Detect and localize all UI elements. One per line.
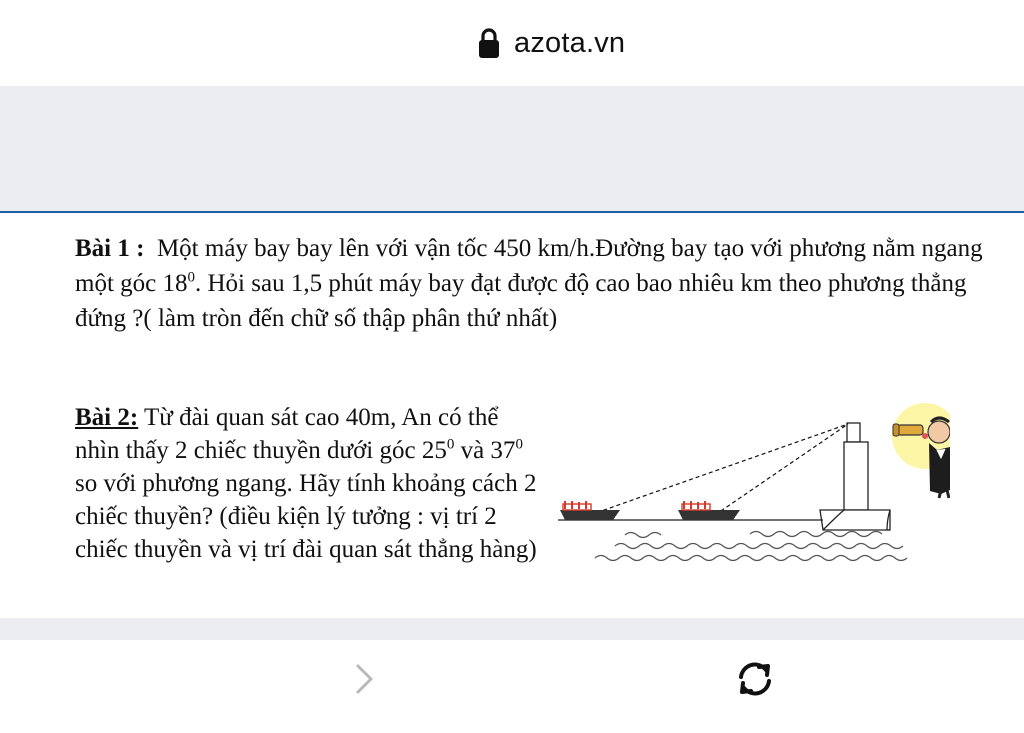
lock-icon — [478, 27, 500, 59]
problem-2-sup-a: 0 — [446, 436, 455, 453]
chevron-right-icon — [346, 660, 382, 698]
url-text: azota.vn — [514, 26, 626, 59]
lighthouse-illustration — [555, 398, 950, 613]
forward-button[interactable] — [346, 660, 382, 698]
boat-near — [678, 501, 740, 520]
problem-2 — [75, 401, 545, 566]
address-bar[interactable] — [0, 0, 1024, 86]
browser-toolbar — [0, 640, 1024, 733]
header-banner — [0, 86, 1024, 212]
problem-2-text-b: và 37 — [454, 437, 516, 464]
reload-button[interactable] — [733, 658, 777, 700]
problem-1 — [75, 231, 1005, 336]
problem-2-text-c: so với phương ngang. Hãy tính khoảng cách 2 chiếc thuyền? (điều kiện lý tưởng : vị trí 2 chiếc thuyền và vị trí đài quan sát thẳng hàng) — [75, 470, 537, 563]
sight-line-far-boat — [590, 424, 848, 515]
problem-1-text-b: . Hỏi sau 1,5 phút máy bay đạt được độ cao bao nhiêu km theo phương thẳng đứng ?( làm tròn đến chữ số thập phân thứ nhất) — [75, 270, 967, 332]
problem-2-text-a: Từ đài quan sát cao 40m, An có thể nhìn thấy 2 chiếc thuyền dưới góc 25 — [75, 404, 499, 464]
url-display[interactable] — [478, 24, 625, 62]
water-waves — [595, 532, 907, 561]
content-footer-band — [0, 618, 1024, 640]
problem-1-sup-a: 0 — [187, 269, 195, 286]
sight-line-near-boat — [715, 424, 848, 515]
boat-far — [560, 501, 620, 520]
exercise-sheet — [0, 213, 1024, 618]
problem-2-sup-b: 0 — [515, 436, 523, 453]
problem-1-text-a: Một máy bay bay lên với vận tốc 450 km/h.Đường bay tạo với phương nằm ngang một góc 18 — [75, 235, 983, 297]
lighthouse-tower — [820, 423, 890, 530]
problem-2-label: Bài 2: — [75, 404, 139, 431]
problem-1-label: Bài 1 : — [75, 235, 145, 262]
reload-icon — [733, 658, 777, 700]
